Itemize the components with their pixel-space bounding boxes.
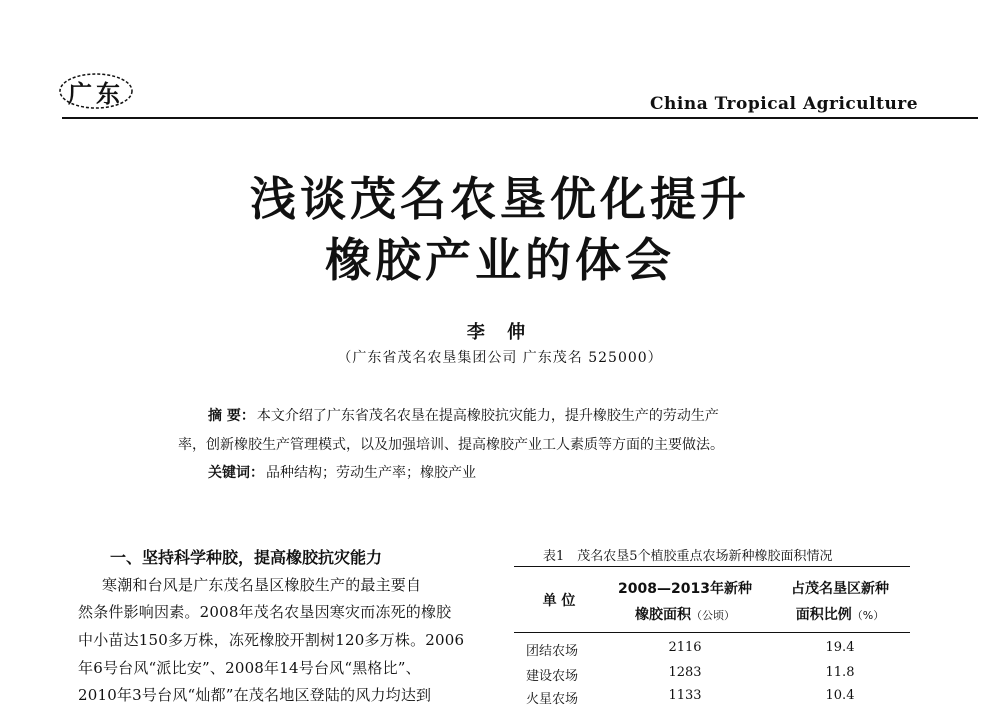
table-cell-area: 1133 — [668, 688, 702, 703]
header-rule — [62, 117, 978, 119]
abstract-text-line2: 率，创新橡胶生产管理模式，以及加强培训、提高橡胶产业工人素质等方面的主要做法。 — [178, 437, 724, 453]
table-header-area-sub — [600, 604, 770, 624]
table-top-rule — [514, 566, 910, 567]
table-cell-area: 1283 — [668, 665, 702, 680]
keywords-text: 品种结构；劳动生产率；橡胶产业 — [266, 465, 476, 481]
section-heading: 一、坚持科学种胶，提高橡胶抗灾能力 — [110, 548, 383, 567]
region-badge — [58, 72, 134, 110]
keywords-label: 关键词： — [208, 465, 264, 481]
table-header-pct-label: 面积比例 — [795, 607, 852, 623]
table-cell-name: 火星农场 — [526, 692, 579, 707]
body-paragraph-line: 2010年3号台风“灿都”在茂名地区登陆的风力均达到 — [78, 686, 432, 704]
table-header-area-label: 橡胶面积 — [635, 607, 691, 623]
author-name: 李 伸 — [466, 322, 534, 343]
body-paragraph-line: 中小苗达150多万株，冻死橡胶开割树120多万株。2006 — [78, 631, 465, 649]
table-cell-pct: 10.4 — [825, 688, 855, 703]
table-header-pct-sub — [770, 604, 910, 624]
table-header-area-unit: （公顷） — [691, 609, 735, 622]
table-header-pct: 占茂名垦区新种 — [791, 581, 889, 597]
table-cell-area: 2116 — [668, 640, 702, 655]
table-header-pct-unit: （%） — [851, 609, 885, 622]
body-paragraph-line: 年6号台风“派比安”、2008年14号台风“黑格比”、 — [78, 659, 421, 677]
abstract — [208, 405, 719, 425]
table-cell-pct: 19.4 — [825, 640, 855, 655]
abstract-label: 摘 要： — [208, 408, 255, 424]
article-title-line2: 橡胶产业的体会 — [325, 233, 675, 287]
table-cell-name: 团结农场 — [526, 644, 579, 659]
table-header-rule — [514, 632, 910, 633]
table-header-unit: 单 位 — [542, 593, 576, 609]
table-cell-pct: 11.8 — [825, 665, 855, 680]
abstract-text-line1: 本文介绍了广东省茂名农垦在提高橡胶抗灾能力，提升橡胶生产的劳动生产 — [256, 408, 719, 424]
table-header-area: 2008—2013年新种 — [618, 581, 752, 597]
keywords — [208, 462, 476, 482]
body-paragraph-line: 寒潮和台风是广东茂名垦区橡胶生产的最主要自 — [102, 576, 422, 594]
journal-name: China Tropical Agriculture — [650, 94, 919, 114]
author-affiliation: （广东省茂名农垦集团公司 广东茂名 525000） — [337, 350, 663, 366]
table-caption: 表1 茂名农垦5个植胶重点农场新种橡胶面积情况 — [543, 549, 833, 564]
table-cell-name: 建设农场 — [526, 669, 579, 684]
region-badge-label: 广东 — [68, 79, 124, 108]
body-paragraph-line: 然条件影响因素。2008年茂名农垦因寒灾而冻死的橡胶 — [78, 603, 452, 621]
article-title-line1: 浅谈茂名农垦优化提升 — [250, 172, 750, 226]
